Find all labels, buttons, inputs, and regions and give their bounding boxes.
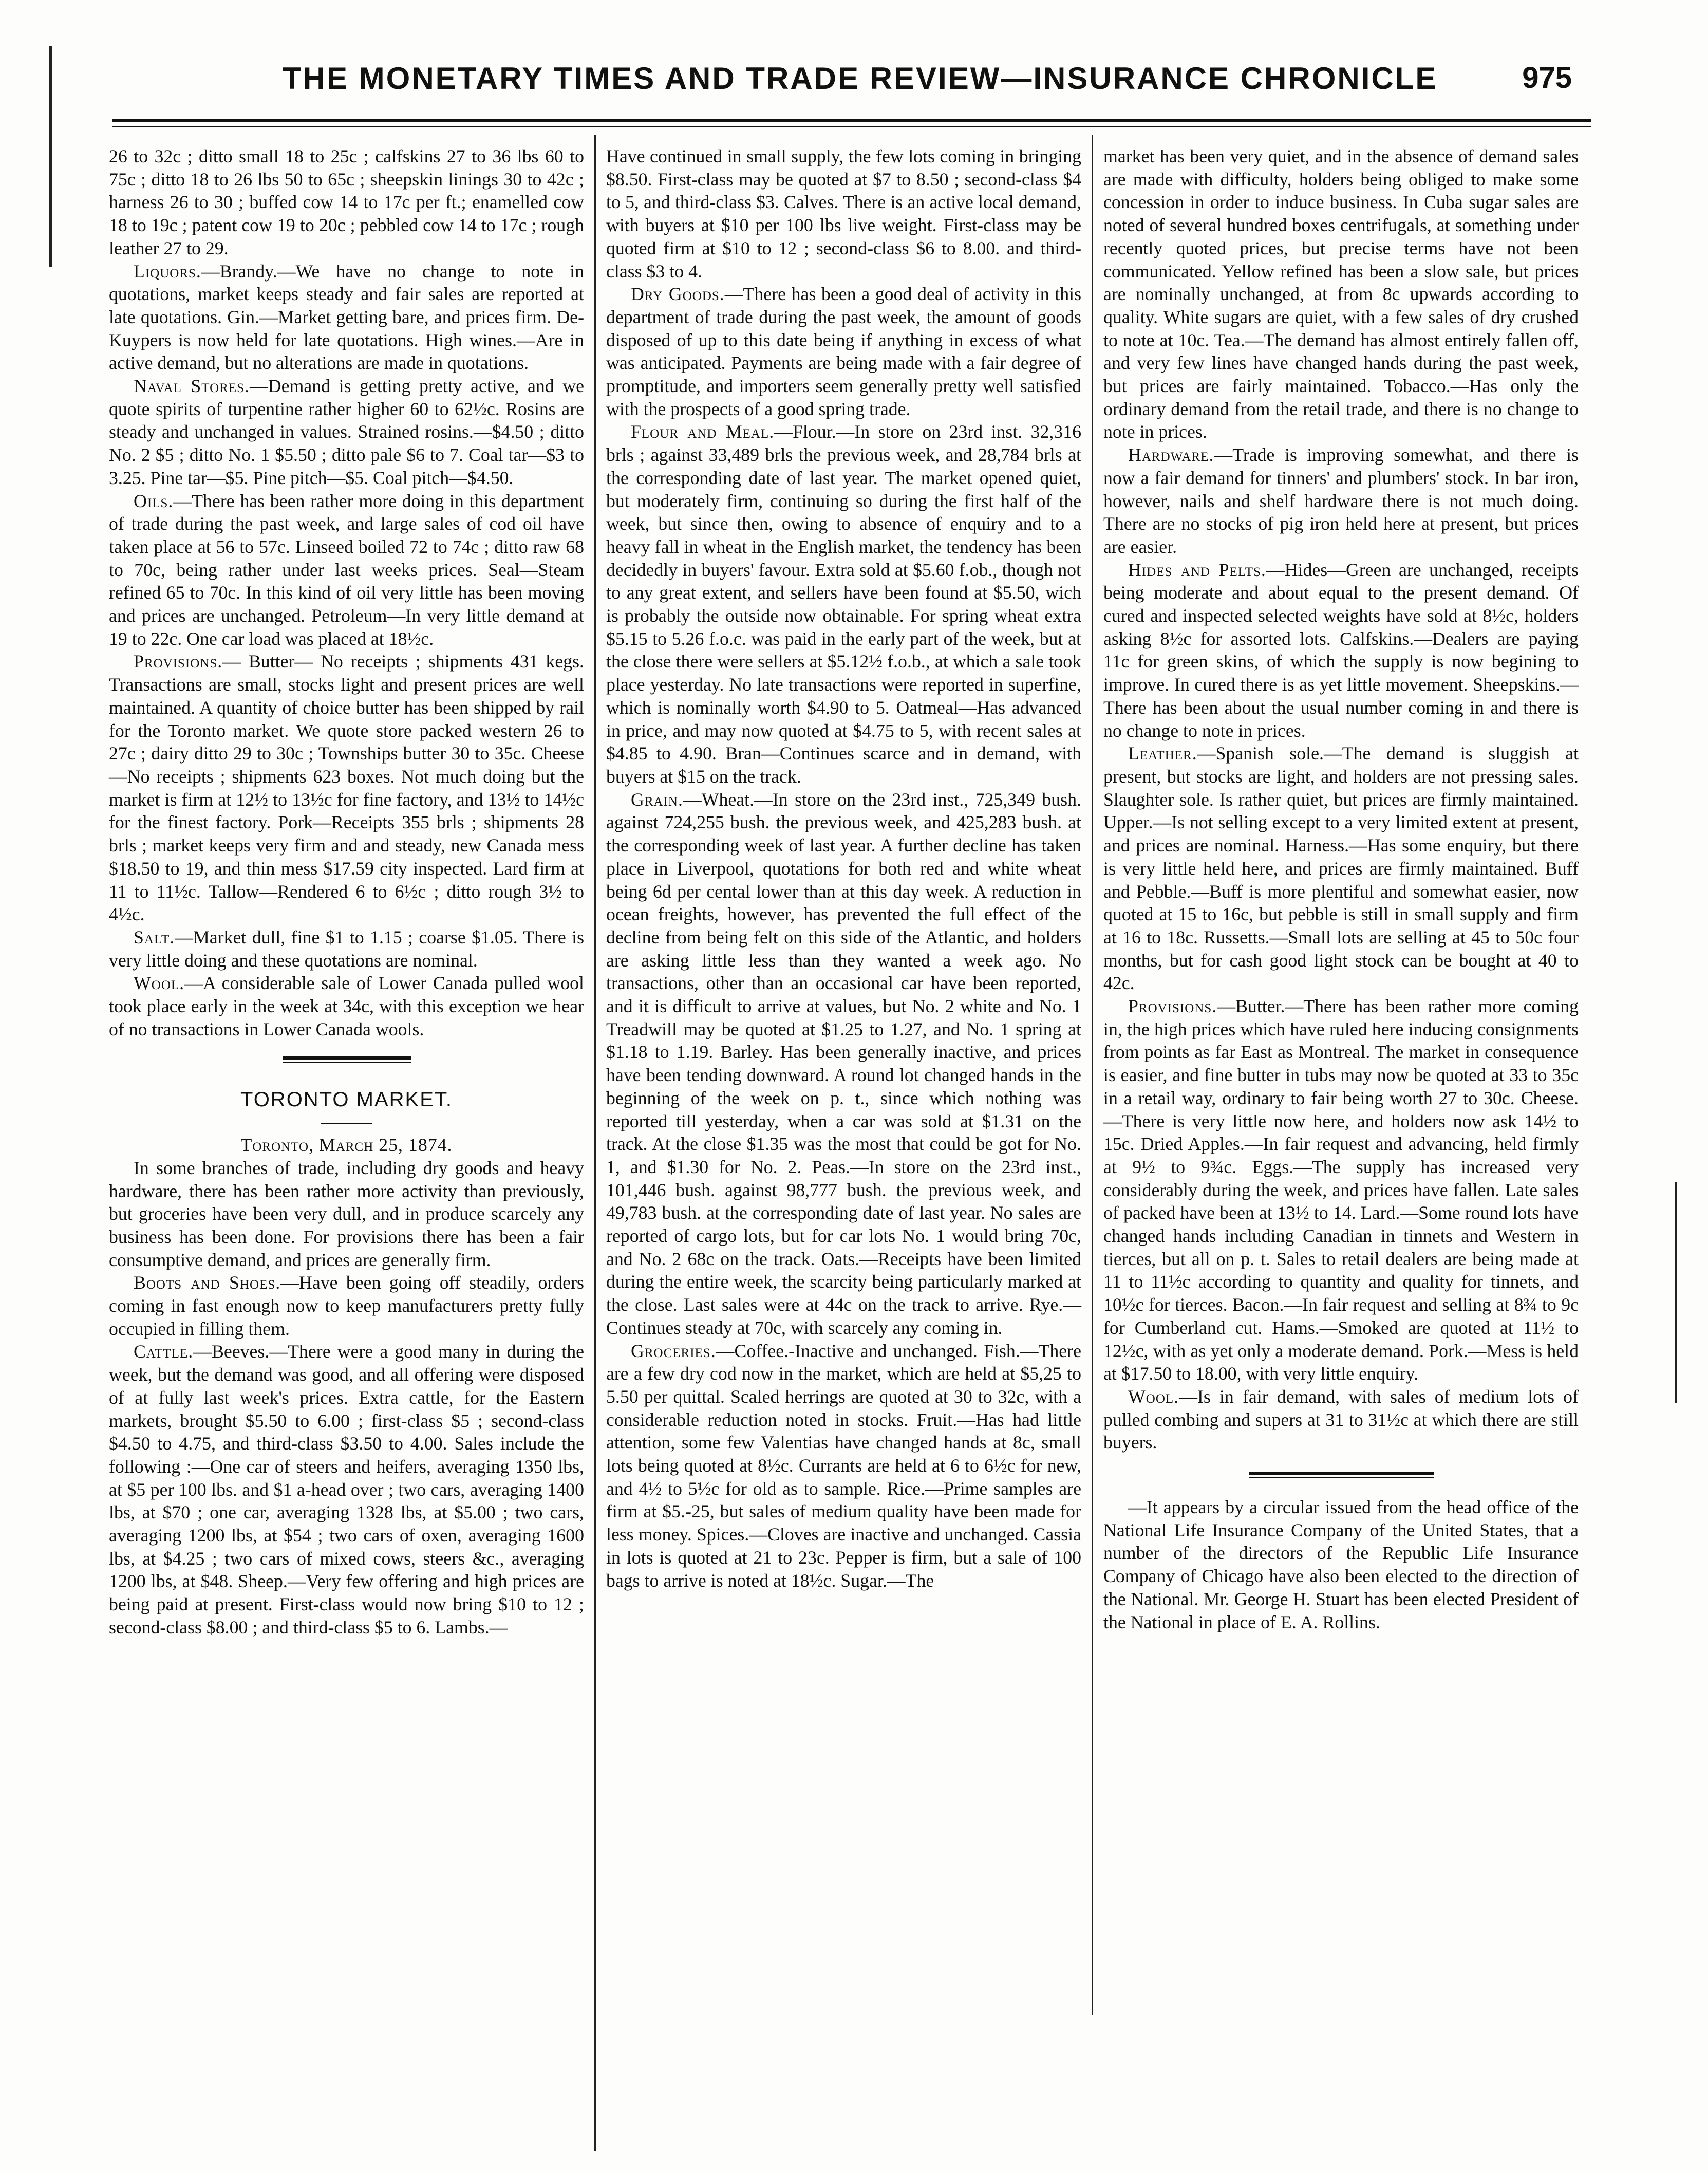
section-text: —Butter.—There has been rather more coming in, the high prices which have ruled here inducing consignments from points as far East as Montreal. The market in consequence is easier, and fine butter in tubs may now be quoted at 33 to 35c in a retail way, ordinary to fair being worth 27 to 30c. Cheese.—There is very little now here, and holders now ask 14½ to 15c. Dried Apples.—In fair request and advancing, held firmly at 9½ to 9¾c. Eggs.—The supply has increased very considerably during the week, and prices have fallen. Late sales of packed have been at 13½ to 14. Lard.—Some round lots have changed hands including Canadian in tinnets and Western in tierces, but all on p. t. Sales to retail dealers are being made at 11 to 11½c according to quantity and quality for tinnets, and 10½c for tierces. Bacon.—In fair request and selling at 8¾ to 9c for Cumberland cut. Hams.—Smoked are quoted at 11½ to 12½c, with as yet only a moderate demand. Pork.—Mess is held at $17.50 to 18.00, with very little enquiry.	[1103, 996, 1579, 1384]
market-heading-block	[109, 1056, 584, 1124]
section-heading: Wool.	[1128, 1386, 1179, 1407]
heavy-rule	[1249, 1472, 1434, 1478]
column-divider	[594, 135, 596, 2151]
column-divider	[1092, 135, 1093, 2015]
section-text: —Market dull, fine $1 to 1.15 ; coarse $1.05. There is very little doing and these quotations are nominal.	[109, 926, 584, 971]
section-text: —Wheat.—In store on the 23rd inst., 725,349 bush. against 724,255 bush. the previous week, and 425,283 bush. at the corresponding week of last year. A further decline has taken place in Liverpool, quotations for both red and white wheat being 6d per cental lower than at this day week. A reduction in ocean freights, however, has prevented the full effect of the decline from being felt on this side of the Atlantic, and holders are asking little less than they wanted a week ago. No transactions, other than an occasional car have been reported, and it is difficult to arrive at values, but No. 2 white and No. 1 Treadwill may be quoted at $1.25 to 1.27, and No. 1 spring at $1.18 to 1.19. Barley. Has been generally inactive, and prices have been tending downward. A round lot changed hands in the beginning of the week on p. t., since which nothing was reported till yesterday, when a car was sold at $1.31 on the track. At the close $1.35 was the most that could be got for No. 1, and $1.30 for No. 2. Peas.—In store on the 23rd inst., 101,446 bush. against 98,777 bush. the previous week, and 49,783 bush. at the corresponding date of last year. No sales are reported of cargo lots, but for car lots No. 1 would bring 70c, and No. 2 68c on the track. Oats.—Receipts have been limited during the entire week, the scarcity being particularly marked at the close. Last sales were at 44c on the track to arrive. Rye.—Continues steady at 70c, with scarcely any coming in.	[606, 789, 1081, 1338]
page-number: 975	[1522, 61, 1572, 95]
insurance-notice: —It appears by a circular issued from the head office of the National Life Insurance Company of the United States, that a number of the directors of the Republic Life Insurance Company of Chicago have also been elected to the direction of the National. Mr. George H. Stuart has been elected President of the National in place of E. A. Rollins.	[1103, 1497, 1579, 1632]
section-heading: Leather.	[1128, 743, 1197, 764]
section-text: —Have been going off steadily, orders coming in fast enough now to keep manufacturers pretty fully occupied in filling them.	[109, 1272, 584, 1339]
section-heading: Boots and Shoes.	[134, 1272, 281, 1293]
header-rule-thin	[112, 126, 1591, 127]
heavy-rule	[283, 1056, 411, 1063]
market-title: TORONTO MARKET.	[240, 1088, 453, 1111]
section-liquors	[109, 260, 584, 375]
section-salt	[109, 926, 584, 972]
section-flour-meal	[606, 420, 1081, 788]
section-provisions	[109, 650, 584, 925]
intro-paragraph: In some branches of trade, including dry goods and heavy hardware, there has been rather more activity than previously, but groceries have been very dull, and in produce scarcely any business has been done. For provisions there has been a fair consumptive demand, and prices are generally firm.	[109, 1157, 584, 1270]
scan-margin-mark	[49, 46, 52, 267]
section-provisions	[1103, 995, 1579, 1385]
section-oils	[109, 490, 584, 651]
section-heading: Hides and Pelts.	[1128, 559, 1266, 580]
section-wool	[1103, 1385, 1579, 1454]
section-text: —Hides—Green are unchanged, receipts being moderate and about equal to the present demand. Of cured and inspected selected weights have sold at 8½c, holders asking 8½c for assorted lots. Calfskins.—Dealers are paying 11c for green skins, of which the supply is now begining to improve. In cured there is as yet little movement. Sheepskins.—There has been about the usual number coming in and there is no change to note in prices.	[1103, 559, 1579, 741]
section-naval-stores	[109, 375, 584, 490]
section-heading: Cattle.	[134, 1341, 194, 1362]
paragraph: Have continued in small supply, the few lots coming in bringing $8.50. First-class may be quoted at $7 to 8.50 ; second-class $4 to 5, and third-class $3. Calves. There is an active local demand, with buyers at $10 per 100 lbs live weight. First-class may be quoted firm at $10 to 12 ; second-class $6 to 8.00. and third-class $3 to 4.	[606, 146, 1081, 282]
section-wool	[109, 972, 584, 1041]
section-heading: Flour and Meal.	[631, 421, 775, 442]
section-text: —Spanish sole.—The demand is sluggish at present, but stocks are light, and holders are not pressing sales. Slaughter sole. Is rather quiet, but prices are firmly maintained. Upper.—Is not selling except to a very limited extent at present, and prices are nominal. Harness.—Has some enquiry, but there is very little held here, and prices are firmly maintained. Buff and Pebble.—Buff is more plentiful and somewhat easier, now quoted at 15 to 16c, but pebble is still in small supply and firm at 16 to 18c. Russetts.—Small lots are selling at 45 to 50c four months, but for cash good light stock can be bought at 40 to 42c.	[1103, 743, 1579, 994]
section-grain	[606, 788, 1081, 1340]
section-heading: Wool.	[134, 973, 185, 994]
journal-title: THE MONETARY TIMES AND TRADE REVIEW—INSURANCE CHRONICLE	[283, 61, 1438, 96]
section-text: —Beeves.—There were a good many in during the week, but the demand was good, and all offering were disposed of at fully last week's prices. Extra cattle, for the Eastern markets, brought $5.50 to 6.00 ; first-class $5 ; second-class $4.50 to 4.75, and third-class $3.50 to 4.00. Sales include the following :—One car of steers and heifers, averaging 1350 lbs, at $5 per 100 lbs. and $1 a-head over ; two cars, averaging 1400 lbs, at $70 ; one car, averaging 1328 lbs, at $5.00 ; two cars, averaging 1200 lbs, at $54 ; two cars of oxen, averaging 1600 lbs, at $4.25 ; two cars of mixed cows, steers &c., averaging 1200 lbs, at $48. Sheep.—Very few offering and high prices are being paid at present. First-class would now bring $10 to 12 ; second-class $8.00 ; and third-class $5 to 6. Lambs.—	[109, 1341, 584, 1638]
paragraph: market has been very quiet, and in the absence of demand sales are made with difficulty, holders being obliged to make some concession in order to induce business. In Cuba sugar sales are noted of several hundred boxes centrifugals, at something under recently quoted prices, but precise terms have not been communicated. Yellow refined has been a slow sale, but prices are nominally unchanged, at from 8c upwards according to quality. White sugars are quiet, with a few sales of dry crushed to note at 10c. Tea.—The demand has almost entirely fallen off, and very few lines have changed hands during the past week, but prices are fairly maintained. Tobacco.—Has only the ordinary demand from the retail trade, and there is no change to note in prices.	[1103, 146, 1579, 442]
notice-rule-block	[1103, 1472, 1579, 1478]
section-hardware	[1103, 443, 1579, 559]
section-heading: Dry Goods.	[631, 284, 725, 305]
section-text: —Demand is getting pretty active, and we quote spirits of turpentine rather higher 60 to 62½c. Rosins are steady and unchanged in values. Strained rosins.—$4.50 ; ditto No. 2 $5 ; ditto No. 1 $5.50 ; ditto pale $6 to 7. Coal tar—$3 to 3.25. Pine tar—$5. Pine pitch—$5. Coal pitch—$4.50.	[109, 376, 584, 488]
section-heading: Hardware.	[1128, 444, 1214, 466]
section-dry-goods	[606, 283, 1081, 420]
section-text: —Is in fair demand, with sales of medium lots of pulled combing and supers at 31 to 31½c at which there are still buyers.	[1103, 1386, 1579, 1453]
column-3	[1103, 145, 1579, 1633]
section-heading: Groceries.	[631, 1340, 716, 1361]
section-text: —There has been rather more doing in this department of trade during the past week, and large sales of cod oil have taken place at 56 to 57c. Linseed boiled 72 to 74c ; ditto raw 68 to 70c, being rather under last weeks prices. Seal—Steam refined 65 to 70c. In this kind of oil very little has been moving and prices are unchanged. Petroleum—In very little demand at 19 to 22c. One car load was placed at 18½c.	[109, 490, 584, 649]
section-text: — Butter— No receipts ; shipments 431 kegs. Transactions are small, stocks light and present prices are well maintained. A quantity of choice butter has been shipped by rail for the Toronto market. We quote store packed western 26 to 27c ; dairy ditto 29 to 30c ; Townships butter 30 to 35c. Cheese—No receipts ; shipments 623 boxes. Not much doing but the market is firm at 12½ to 13½c for fine factory, and 13½ to 14½c for the finest factory. Pork—Receipts 355 brls ; shipments 28 brls ; market keeps very firm and and steady, new Canada mess $18.50 to 19, and thin mess $17.59 city inspected. Lard firm at 11 to 11½c. Tallow—Rendered 6 to 6½c ; ditto rough 3½ to 4½c.	[109, 651, 584, 925]
scan-margin-mark	[1675, 1182, 1677, 1403]
section-heading: Provisions.	[134, 651, 223, 672]
column-2	[606, 145, 1081, 1592]
section-text: —A considerable sale of Lower Canada pulled wool took place early in the week at 34c, with this exception we hear of no transactions in Lower Canada wools.	[109, 973, 584, 1039]
section-heading: Naval Stores.	[134, 376, 250, 397]
section-groceries	[606, 1340, 1081, 1592]
page-header	[113, 61, 1592, 107]
section-cattle	[109, 1340, 584, 1639]
section-text: —Flour.—In store on 23rd inst. 32,316 brls ; against 33,489 brls the previous week, and 28,784 brls at the corresponding date of last year. The market opened quiet, but moderately firm, continuing so during the first half of the week, but since then, owing to absence of enquiry and to a heavy fall in wheat in the English market, the tendency has been decidedly in buyers' favour. Extra sold at $5.60 f.ob., though not to any great extent, and sellers have been found at $5.50, wich is probably the outside now obtainable. For spring wheat extra $5.15 to 5.26 f.o.c. was paid in the early part of the week, but at the close there were sellers at $5.12½ f.o.b., at which a sale took place yesterday. No late transactions were reported in superfine, which is nominally worth $4.90 to 5. Oatmeal—Has advanced in price, and may now quoted at $4.75 to 5, with recent sales at $4.85 to 4.90. Bran—Continues scarce and in demand, with buyers at $15 on the track.	[606, 421, 1082, 787]
column-1	[109, 145, 584, 1639]
section-heading: Salt.	[134, 926, 175, 948]
header-rule	[112, 119, 1591, 122]
section-text: —Trade is improving somewhat, and there is now a fair demand for tinners' and plumbers' stock. In bar iron, however, nails and shelf hardware there is not much doing. There are no stocks of pig iron held here at present, but prices are easier.	[1103, 444, 1579, 557]
section-hides-pelts	[1103, 559, 1579, 742]
section-heading: Oils.	[134, 490, 174, 511]
section-text: —Coffee.-Inactive and unchanged. Fish.—There are a few dry cod now in the market, which are held at $5,25 to 5.50 per quittal. Scaled herrings are quoted at 30 to 32c, with a considerable reduction noted in stocks. Fruit.—Has had little attention, some few Valentias have changed hands at 8c, small lots being quoted at 8½c. Currants are held at 6 to 6½c for new, and 4½ to 5½c for old as to sample. Rice.—Prime samples are firm at $5.-25, but sales of medium quality have been made for less money. Spices.—Cloves are inactive and unchanged. Cassia in lots is quoted at 21 to 23c. Pepper is firm, but a sale of 100 bags to arrive is noted at 18½c. Sugar.—The	[606, 1340, 1081, 1591]
section-boots-shoes	[109, 1271, 584, 1340]
short-rule	[321, 1123, 372, 1124]
section-heading: Provisions.	[1128, 996, 1217, 1017]
section-heading: Grain.	[631, 789, 683, 810]
section-leather	[1103, 742, 1579, 995]
section-text: —Brandy.—We have no change to note in quotations, market keeps steady and fair sales are reported at late quotations. Gin.—Market getting bare, and prices firm. De-Kuypers is now held for late quotations. High wines.—Are in active demand, but no alterations are made in quotations.	[109, 261, 584, 374]
paragraph: 26 to 32c ; ditto small 18 to 25c ; calfskins 27 to 36 lbs 60 to 75c ; ditto 18 to 26 lbs 50 to 65c ; sheepskin linings 30 to 42c ; harness 26 to 30 ; buffed cow 14 to 17c per ft.; enamelled cow 18 to 19c ; patent cow 19 to 20c ; pebbled cow 14 to 17c ; rough leather 27 to 29.	[109, 146, 584, 258]
section-text: —There has been a good deal of activity in this department of trade during the past week, the amount of goods disposed of up to this date being if anything in excess of what was anticipated. Payments are being made with a fair degree of promptitude, and importers seem generally pretty well satisfied with the prospects of a good spring trade.	[606, 284, 1081, 419]
dateline: Toronto, March 25, 1874.	[240, 1135, 453, 1156]
section-heading: Liquors.	[134, 261, 201, 282]
